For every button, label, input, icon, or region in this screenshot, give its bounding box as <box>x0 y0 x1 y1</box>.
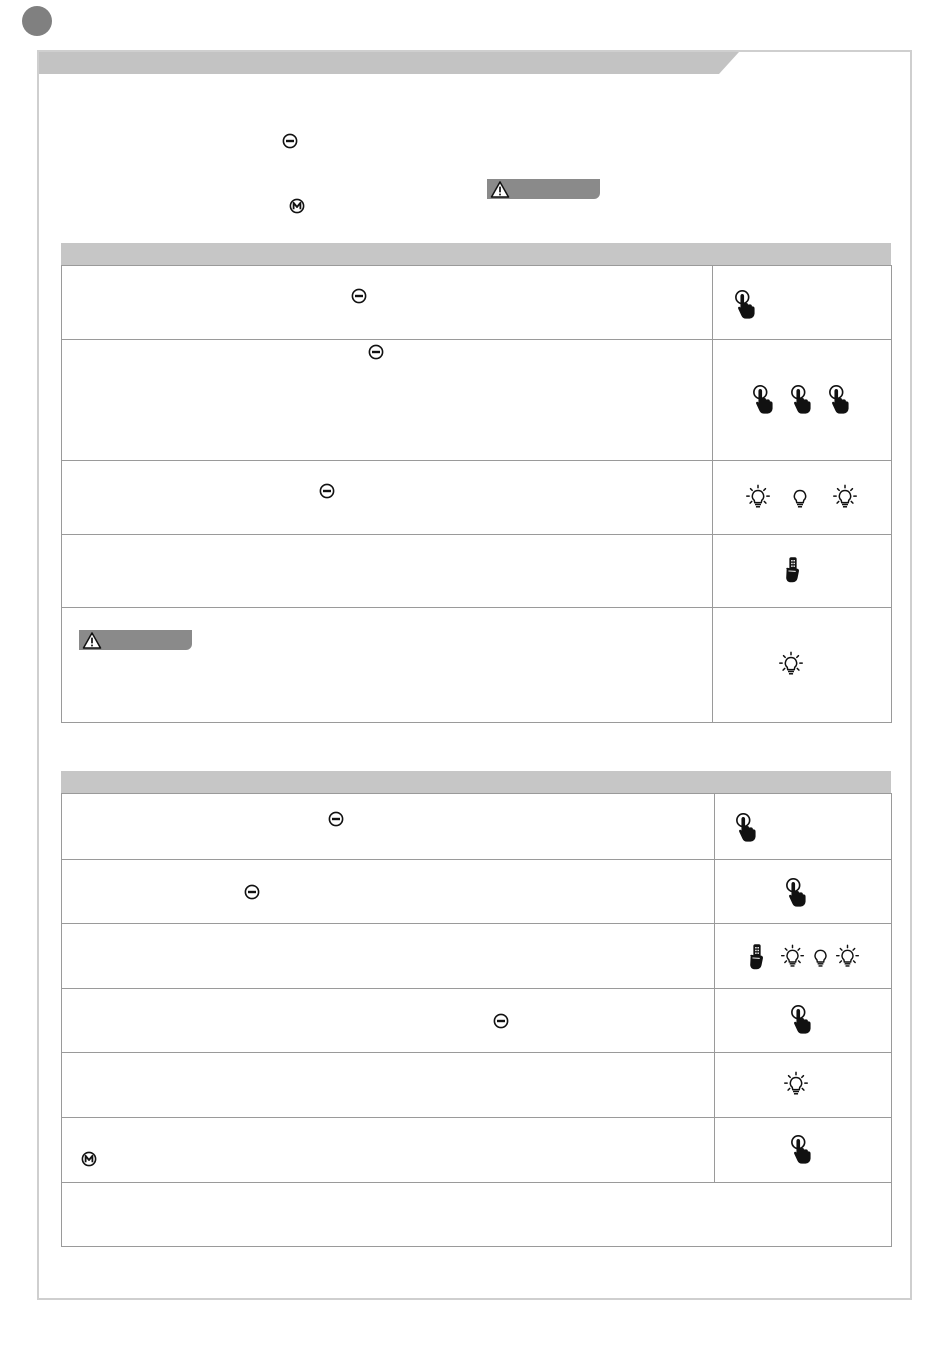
remote-hand-icon <box>783 556 803 584</box>
finger-press-icon <box>790 1134 812 1165</box>
light-on-icon <box>831 484 859 512</box>
page-number-circle <box>22 6 52 36</box>
warning-badge <box>79 630 192 650</box>
warning-triangle-icon <box>490 181 510 198</box>
light-on-icon <box>782 1071 810 1099</box>
light-on-icon <box>744 484 772 512</box>
finger-press-icon <box>828 384 850 415</box>
finger-press-icon <box>752 384 774 415</box>
minus-circle-icon <box>328 811 344 827</box>
warning-triangle-icon <box>82 632 102 649</box>
section-header-bar <box>39 52 739 74</box>
m-circle-icon <box>289 198 305 214</box>
minus-circle-icon <box>319 483 335 499</box>
table-1-header <box>61 243 891 265</box>
finger-press-icon <box>735 812 757 843</box>
minus-circle-icon <box>244 884 260 900</box>
light-on-icon <box>779 944 806 971</box>
minus-circle-icon <box>282 133 298 149</box>
table-2-header <box>61 771 891 793</box>
m-circle-icon <box>81 1151 97 1167</box>
light-off-icon <box>786 484 814 512</box>
light-off-icon <box>807 944 834 971</box>
minus-circle-icon <box>493 1013 509 1029</box>
minus-circle-icon <box>351 288 367 304</box>
finger-press-icon <box>785 877 807 908</box>
warning-badge <box>487 179 600 199</box>
light-on-icon <box>777 651 805 679</box>
light-on-icon <box>834 944 861 971</box>
finger-press-icon <box>734 289 756 320</box>
finger-press-icon <box>790 1004 812 1035</box>
finger-press-icon <box>790 384 812 415</box>
table-2 <box>61 793 892 1247</box>
remote-hand-icon <box>747 943 767 971</box>
minus-circle-icon <box>368 344 384 360</box>
